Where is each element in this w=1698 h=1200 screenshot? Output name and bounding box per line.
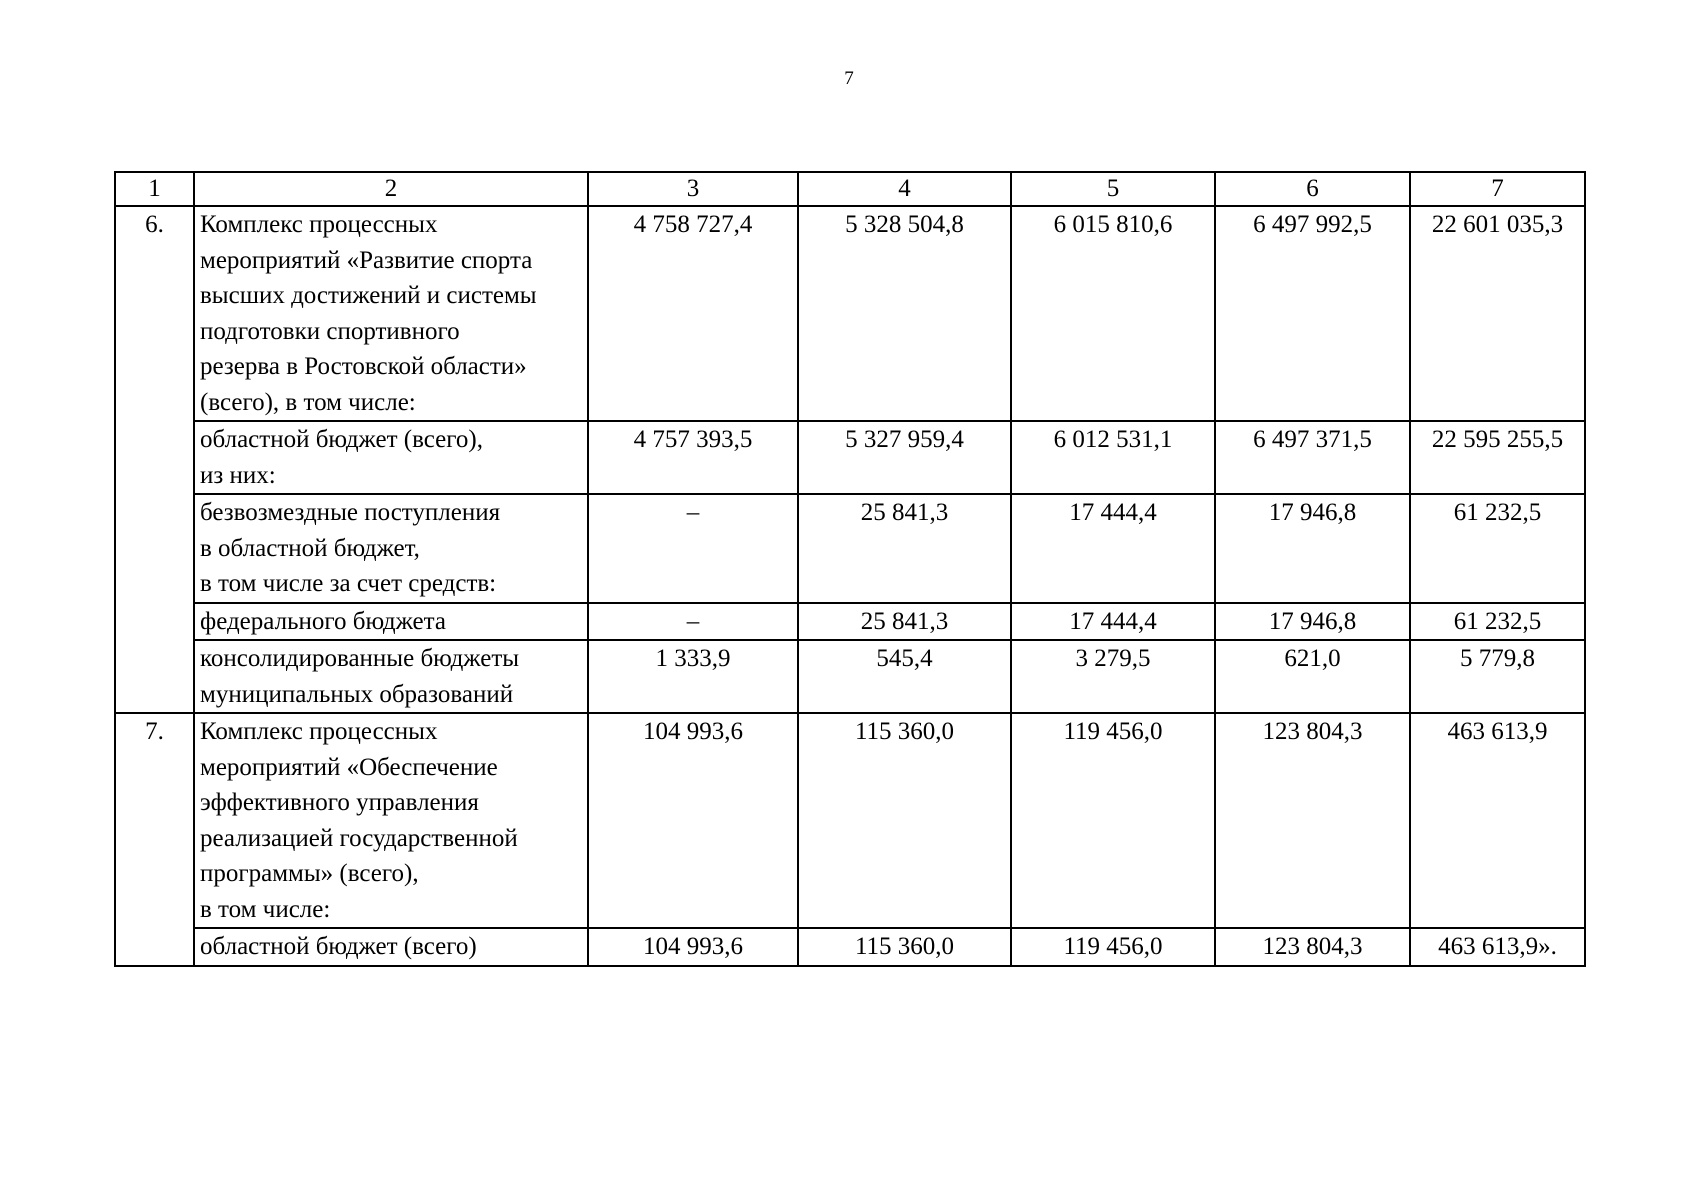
row-name-line: резерва в Ростовской области» <box>200 353 527 380</box>
row-name <box>194 603 588 641</box>
row-name <box>194 928 588 966</box>
row-name-line: областной бюджет (всего) <box>200 933 477 960</box>
value-cell: 17 444,4 <box>1011 494 1215 603</box>
row-name-line: эффективного управления <box>200 789 479 816</box>
row-name <box>194 713 588 928</box>
row-name-line: подготовки спортивного <box>200 317 460 345</box>
row-name-line: высших достижений и системы <box>200 282 537 309</box>
value-cell: 6 015 810,6 <box>1011 206 1215 421</box>
value-cell: 17 946,8 <box>1215 603 1410 641</box>
value-cell: 123 804,3 <box>1215 713 1410 928</box>
header-row <box>115 172 1585 206</box>
table-row <box>115 928 1585 966</box>
page-number: 7 <box>844 68 854 89</box>
value-cell: 6 497 992,5 <box>1215 206 1410 421</box>
header-cell-7: 7 <box>1410 172 1585 206</box>
row-name-line: мероприятий «Обеспечение <box>200 753 498 781</box>
value-cell: 463 613,9». <box>1410 928 1585 966</box>
row-name-line: федерального бюджета <box>200 607 446 635</box>
header-cell-4: 4 <box>798 172 1011 206</box>
table-row <box>115 421 1585 494</box>
value-cell: 25 841,3 <box>798 603 1011 641</box>
row-name <box>194 421 588 494</box>
value-cell: 6 012 531,1 <box>1011 421 1215 494</box>
header-cell-5: 5 <box>1011 172 1215 206</box>
budget-table <box>114 171 1586 967</box>
item-number: 6. <box>115 206 194 713</box>
row-name <box>194 640 588 713</box>
value-cell: 621,0 <box>1215 640 1410 713</box>
row-name-line: муниципальных образований <box>200 680 514 708</box>
row-name-line: областной бюджет (всего), <box>200 426 483 453</box>
row-name-line: мероприятий «Развитие спорта <box>200 246 533 274</box>
value-cell: 25 841,3 <box>798 494 1011 603</box>
row-name <box>194 206 588 421</box>
value-cell: 6 497 371,5 <box>1215 421 1410 494</box>
row-name-line: в областной бюджет, <box>200 534 420 562</box>
value-cell: 545,4 <box>798 640 1011 713</box>
value-cell: – <box>588 603 798 641</box>
value-cell: 115 360,0 <box>798 928 1011 966</box>
value-cell: 4 758 727,4 <box>588 206 798 421</box>
value-cell: 115 360,0 <box>798 713 1011 928</box>
value-cell: 22 601 035,3 <box>1410 206 1585 421</box>
table-row <box>115 640 1585 713</box>
value-cell: 3 279,5 <box>1011 640 1215 713</box>
value-cell: 1 333,9 <box>588 640 798 713</box>
row-name-line: программы» (всего), <box>200 860 419 887</box>
value-cell: 4 757 393,5 <box>588 421 798 494</box>
row-name-line: в том числе за счет средств: <box>200 570 497 597</box>
value-cell: 61 232,5 <box>1410 603 1585 641</box>
value-cell: 104 993,6 <box>588 928 798 966</box>
value-cell: 5 328 504,8 <box>798 206 1011 421</box>
table-row <box>115 713 1585 928</box>
item-number: 7. <box>115 713 194 966</box>
row-name-line: реализацией государственной <box>200 824 518 852</box>
row-name-line: (всего), в том числе: <box>200 388 416 416</box>
table-row <box>115 603 1585 641</box>
value-cell: 119 456,0 <box>1011 928 1215 966</box>
row-name-line: безвозмездные поступления <box>200 499 501 526</box>
value-cell: 5 779,8 <box>1410 640 1585 713</box>
row-name-line: Комплекс процессных <box>200 211 438 238</box>
value-cell: 17 946,8 <box>1215 494 1410 603</box>
value-cell: 17 444,4 <box>1011 603 1215 641</box>
row-name-line: из них: <box>200 461 276 489</box>
value-cell: – <box>588 494 798 603</box>
value-cell: 5 327 959,4 <box>798 421 1011 494</box>
value-cell: 61 232,5 <box>1410 494 1585 603</box>
value-cell: 463 613,9 <box>1410 713 1585 928</box>
header-cell-1: 1 <box>115 172 194 206</box>
header-cell-2: 2 <box>194 172 588 206</box>
value-cell: 22 595 255,5 <box>1410 421 1585 494</box>
row-name-line: в том числе: <box>200 895 331 923</box>
value-cell: 119 456,0 <box>1011 713 1215 928</box>
header-cell-3: 3 <box>588 172 798 206</box>
value-cell: 104 993,6 <box>588 713 798 928</box>
row-name <box>194 494 588 603</box>
header-cell-6: 6 <box>1215 172 1410 206</box>
row-name-line: Комплекс процессных <box>200 718 438 745</box>
value-cell: 123 804,3 <box>1215 928 1410 966</box>
table-row <box>115 494 1585 603</box>
table-row <box>115 206 1585 421</box>
row-name-line: консолидированные бюджеты <box>200 645 520 672</box>
